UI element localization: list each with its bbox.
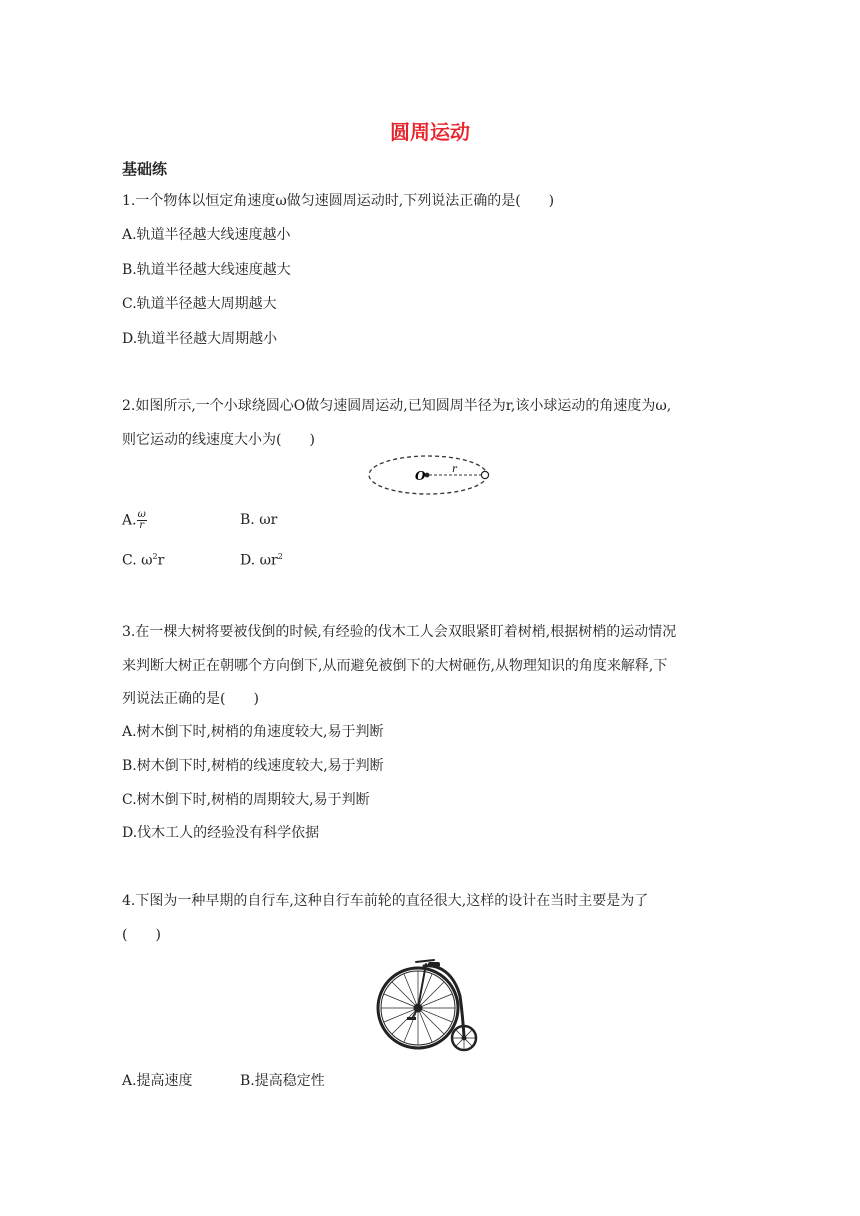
q4-stem-line2: ( ) — [122, 927, 161, 943]
q2-stem-line2: 则它运动的线速度大小为( ) — [122, 432, 315, 448]
q3-option-b: B.树木倒下时,树梢的线速度较大,易于判断 — [122, 758, 384, 774]
q3-stem-line2: 来判断大树正在朝哪个方向倒下,从而避免被倒下的大树砸伤,从物理知识的角度来解释,下 — [122, 658, 668, 674]
section-heading: 基础练 — [122, 160, 168, 178]
circular-motion-figure — [366, 452, 496, 498]
q4-stem-line1: 4.下图为一种早期的自行车,这种自行车前轮的直径很大,这样的设计在当时主要是为了 — [122, 893, 649, 909]
q1-option-c: C.轨道半径越大周期越大 — [122, 296, 277, 312]
page-title: 圆周运动 — [390, 120, 470, 144]
center-label: O — [415, 469, 426, 483]
radius-label: r — [452, 464, 457, 475]
q2-option-b: B. ωr — [240, 512, 278, 528]
fraction-omega-over-r: $\frac{\omega}{r}$ — [137, 509, 146, 531]
q2-option-d: D. $\omega r^2$ — [240, 552, 283, 569]
q3-option-c: C.树木倒下时,树梢的周期较大,易于判断 — [122, 792, 370, 808]
q3-option-d: D.伐木工人的经验没有科学依据 — [122, 825, 320, 841]
q1-option-d: D.轨道半径越大周期越小 — [122, 331, 278, 347]
q3-stem-line3: 列说法正确的是( ) — [122, 691, 259, 707]
q3-option-a: A.树木倒下时,树梢的角速度较大,易于判断 — [122, 724, 384, 740]
q1-option-b: B.轨道半径越大线速度越大 — [122, 262, 291, 278]
q2-stem-line1: 2.如图所示,一个小球绕圆心O做匀速圆周运动,已知圆周半径为r,该小球运动的角速度为ω, — [122, 398, 672, 414]
q2-option-a: A. $\frac{\omega}{r}$ — [122, 509, 146, 531]
q1-stem: 1.一个物体以恒定角速度ω做匀速圆周运动时,下列说法正确的是( ) — [122, 193, 555, 209]
q3-stem-line1: 3.在一棵大树将要被伐倒的时候,有经验的伐木工人会双眼紧盯着树梢,根据树梢的运动情况 — [122, 624, 677, 640]
q4-option-a: A.提高速度 — [122, 1073, 193, 1089]
q2-option-c: C. $\omega^2r$ — [122, 552, 165, 569]
ball — [481, 471, 488, 478]
q1-option-a: A.轨道半径越大线速度越小 — [122, 227, 291, 243]
q4-option-b: B.提高稳定性 — [240, 1073, 325, 1089]
penny-farthing-bicycle-figure — [374, 950, 484, 1058]
